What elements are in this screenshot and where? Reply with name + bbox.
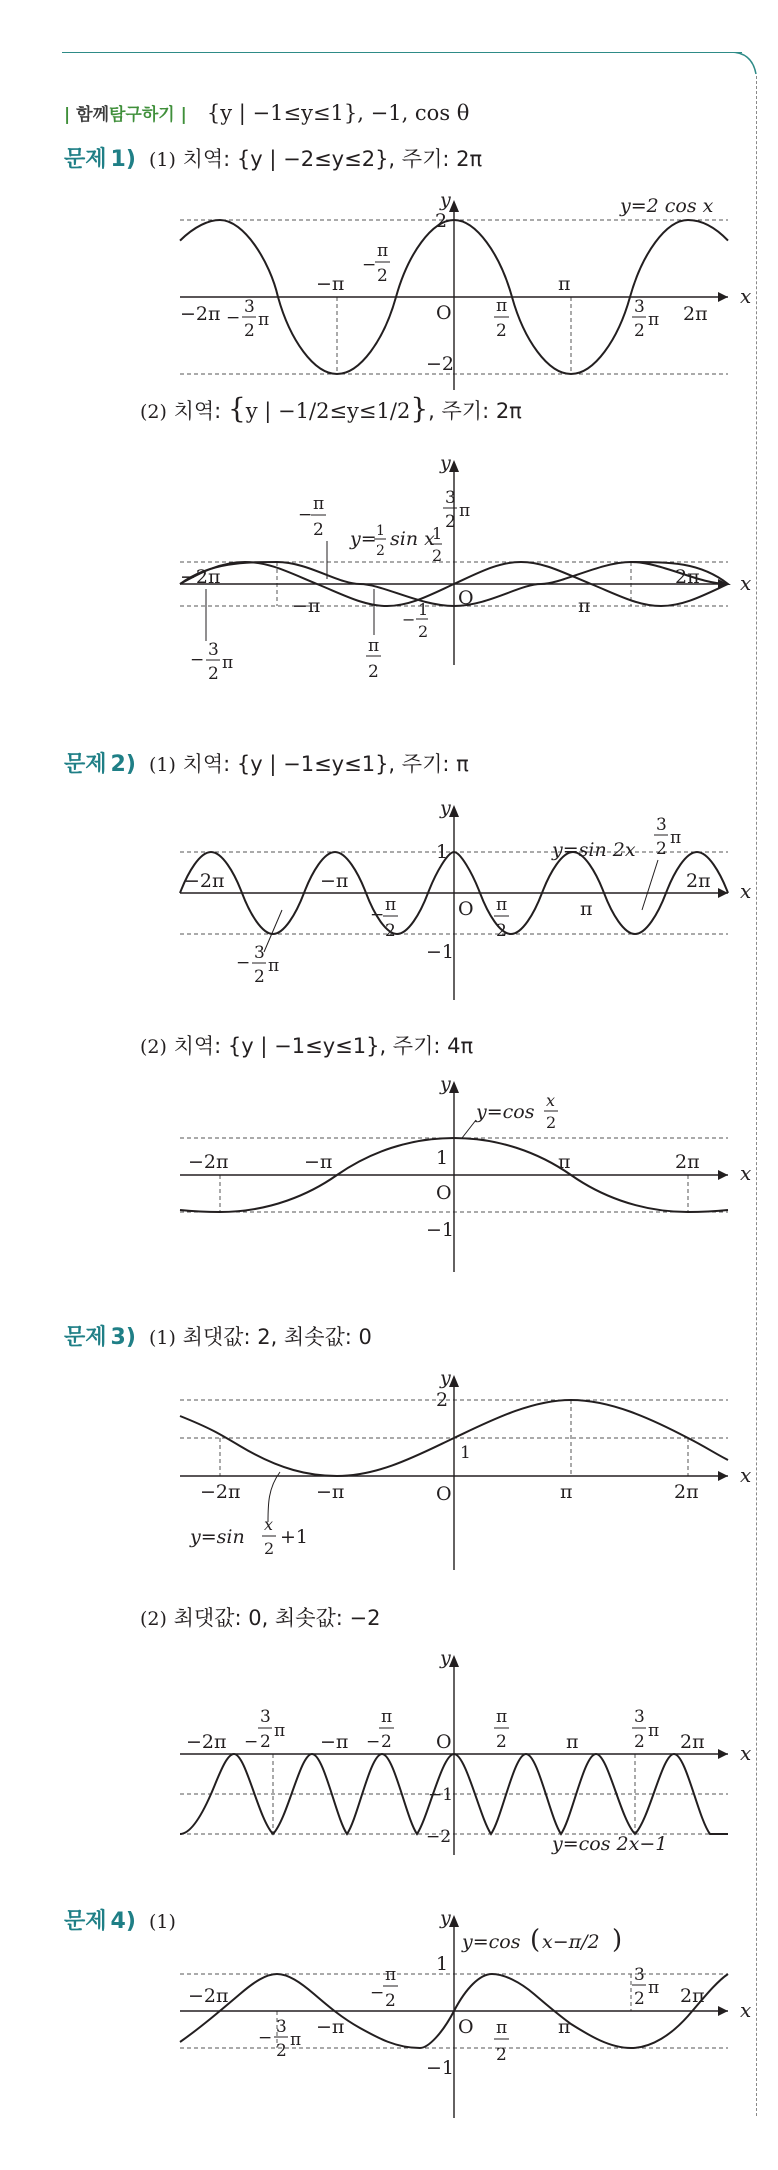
svg-text:2: 2 — [436, 1389, 449, 1411]
svg-text:π: π — [558, 1151, 571, 1173]
svg-text:3: 3 — [244, 297, 255, 317]
svg-text:−: − — [362, 255, 377, 275]
svg-text:−π: −π — [316, 2016, 345, 2038]
svg-text:3: 3 — [260, 1707, 271, 1727]
svg-text:π: π — [385, 895, 397, 915]
svg-text:sin x: sin x — [390, 528, 435, 550]
svg-text:−2π: −2π — [188, 1985, 229, 2007]
svg-text:π: π — [558, 2016, 571, 2038]
svg-text:O: O — [436, 1182, 452, 1204]
svg-text:2: 2 — [254, 967, 265, 987]
svg-text:+1: +1 — [280, 1526, 309, 1548]
svg-text:x: x — [264, 1515, 274, 1534]
svg-text:−: − — [402, 610, 416, 629]
svg-text:2: 2 — [244, 321, 255, 341]
svg-text:2: 2 — [368, 662, 379, 682]
svg-text:3: 3 — [254, 943, 265, 963]
svg-text:−: − — [190, 650, 205, 670]
svg-text:−π: −π — [304, 1151, 333, 1173]
svg-text:π: π — [496, 2018, 508, 2038]
svg-text:2: 2 — [496, 921, 507, 941]
svg-text:π: π — [258, 310, 270, 330]
svg-text:3: 3 — [656, 815, 667, 835]
svg-text:y=sin 2x: y=sin 2x — [552, 839, 636, 861]
svg-text:x: x — [740, 1463, 752, 1487]
svg-text:−2π: −2π — [200, 1481, 241, 1503]
svg-text:−: − — [366, 1732, 381, 1752]
top-rule — [62, 52, 742, 53]
svg-text:π: π — [648, 1721, 660, 1741]
tick-half-pi — [494, 296, 509, 341]
formula-label: y=2 cos x — [620, 195, 714, 217]
svg-text:1: 1 — [460, 1443, 471, 1463]
svg-text:−π: −π — [316, 1481, 345, 1503]
svg-text:−π: −π — [292, 595, 321, 617]
graph-p2-1 — [180, 797, 752, 1000]
svg-text:−1: −1 — [426, 1219, 455, 1241]
svg-text:): ) — [612, 1925, 623, 1955]
svg-text:−2π: −2π — [188, 1151, 229, 1173]
svg-text:π: π — [496, 1707, 508, 1727]
svg-text:−: − — [370, 905, 385, 925]
margin-dashed-line — [756, 76, 757, 2116]
svg-text:π: π — [648, 1978, 660, 1998]
svg-text:2: 2 — [264, 1539, 275, 1558]
svg-text:−: − — [244, 1732, 259, 1752]
p3-2-line: (2) 최댓값: 0, 최솟값: −2 — [140, 1606, 381, 1630]
graph-p3-1 — [180, 1367, 752, 1580]
svg-text:2: 2 — [260, 1732, 271, 1752]
svg-text:y=cos: y=cos — [462, 1931, 521, 1953]
svg-text:2: 2 — [385, 921, 396, 941]
svg-text:2π: 2π — [674, 1481, 699, 1503]
svg-text:3: 3 — [276, 2017, 287, 2037]
svg-text:y: y — [440, 1073, 451, 1095]
tick-neg-three-half-pi — [190, 640, 233, 684]
svg-text:3: 3 — [208, 640, 219, 660]
svg-text:y: y — [440, 1907, 451, 1929]
svg-text:−: − — [298, 505, 313, 525]
svg-text:−2π: −2π — [186, 1731, 227, 1753]
p2-2-line: (2) 치역: {y | −1≤y≤1}, 주기: 4π — [140, 1034, 474, 1058]
problem-3-heading: 문제 3) (1) 최댓값: 2, 최솟값: 0 — [64, 1325, 372, 1350]
tick-pi: π — [558, 273, 571, 295]
top-rule-curve — [730, 52, 760, 76]
graph-p2-2 — [180, 1073, 752, 1276]
svg-text:3: 3 — [634, 297, 645, 317]
formula-label — [461, 1925, 622, 1955]
svg-text:3: 3 — [634, 1707, 645, 1727]
p1-1-text: 치역: {y | −2≤y≤2}, 주기: 2π — [182, 147, 483, 171]
svg-text:1: 1 — [436, 1147, 449, 1169]
p1-2-line: (2) 치역: {y | −1/2≤y≤1/2}, 주기: 2π — [140, 392, 522, 425]
x-label: x — [740, 284, 752, 308]
svg-text:−: − — [236, 953, 251, 973]
svg-text:3: 3 — [445, 488, 456, 508]
svg-text:2: 2 — [656, 839, 667, 859]
svg-text:y=: y= — [350, 528, 377, 550]
svg-text:2: 2 — [496, 2045, 507, 2065]
graph-p1-1 — [180, 189, 752, 390]
svg-text:π: π — [313, 494, 325, 514]
svg-text:−1: −1 — [426, 2057, 455, 2079]
svg-text:−π: −π — [320, 870, 349, 892]
svg-text:1: 1 — [436, 841, 449, 863]
tick-neg-half-pi — [362, 241, 390, 286]
tick-three-half-pi — [443, 488, 470, 532]
svg-text:π: π — [670, 828, 682, 848]
svg-text:2: 2 — [496, 1732, 507, 1752]
tick-neg2pi: −2π — [180, 303, 221, 325]
graph-p1-2 — [180, 452, 752, 684]
origin-label: O — [436, 302, 452, 324]
svg-text:−1: −1 — [428, 1785, 454, 1805]
ymin-label: −2 — [426, 353, 455, 375]
y-label: y — [440, 189, 451, 211]
svg-text:2π: 2π — [680, 1731, 705, 1753]
svg-text:2: 2 — [313, 520, 324, 540]
svg-text:x: x — [740, 1741, 752, 1765]
svg-text:π: π — [578, 595, 591, 617]
svg-text:2: 2 — [634, 1989, 645, 2009]
svg-text:2: 2 — [634, 1732, 645, 1752]
svg-text:π: π — [385, 1965, 397, 1985]
svg-text:1: 1 — [418, 600, 429, 619]
svg-text:1: 1 — [376, 523, 385, 539]
svg-text:O: O — [458, 587, 474, 609]
svg-text:π: π — [648, 310, 660, 330]
svg-text:x: x — [546, 1091, 556, 1110]
svg-text:y=cos 2x−1: y=cos 2x−1 — [552, 1833, 668, 1855]
svg-text:2: 2 — [432, 546, 443, 565]
svg-text:x: x — [740, 571, 752, 595]
svg-text:x: x — [740, 1998, 752, 2022]
svg-text:y: y — [440, 452, 451, 474]
tick-2pi: 2π — [683, 303, 708, 325]
svg-text:(: ( — [530, 1925, 541, 1955]
svg-text:x: x — [740, 1161, 752, 1185]
svg-text:π: π — [459, 501, 471, 521]
svg-text:2: 2 — [276, 2041, 287, 2061]
svg-text:−: − — [370, 1983, 385, 2003]
svg-text:π: π — [496, 895, 508, 915]
svg-text:π: π — [377, 241, 389, 261]
svg-text:−2π: −2π — [180, 566, 221, 588]
tick-negpi: −π — [316, 273, 345, 295]
svg-text:y=sin: y=sin — [190, 1526, 245, 1548]
problem-4-heading: 문제 4) (1) — [64, 1909, 176, 1934]
svg-text:O: O — [458, 898, 474, 920]
svg-text:2: 2 — [634, 321, 645, 341]
formula-label — [349, 523, 435, 559]
svg-text:−π: −π — [320, 1731, 349, 1753]
svg-text:2: 2 — [377, 266, 388, 286]
explore-tag: | 함께탐구하기 | — [64, 105, 187, 125]
svg-text:π: π — [274, 1721, 286, 1741]
svg-text:2: 2 — [208, 664, 219, 684]
svg-text:y=cos: y=cos — [476, 1101, 535, 1123]
svg-text:π: π — [368, 636, 380, 656]
svg-text:−1: −1 — [426, 941, 455, 963]
ymax-label: 2 — [435, 210, 448, 232]
problem-1-heading: 문제 1) (1) 치역: {y | −2≤y≤2}, 주기: 2π — [64, 147, 483, 172]
explore-answer: {y | −1≤y≤1}, −1, cos θ — [206, 101, 470, 125]
svg-text:3: 3 — [634, 1965, 645, 1985]
tick-neg-three-half-pi — [226, 297, 269, 341]
svg-text:2π: 2π — [680, 1985, 705, 2007]
tick-half-pi — [366, 636, 381, 682]
tick-neg-half-pi — [298, 494, 326, 540]
svg-text:2π: 2π — [675, 566, 700, 588]
svg-text:−: − — [258, 2028, 273, 2048]
ymax-label — [430, 524, 442, 565]
svg-text:−2π: −2π — [184, 870, 225, 892]
svg-text:y: y — [440, 1647, 451, 1669]
svg-text:1: 1 — [436, 1953, 449, 1975]
svg-text:x: x — [740, 879, 752, 903]
explore-answer-line — [64, 100, 469, 125]
svg-text:y: y — [440, 797, 451, 819]
formula-label — [189, 1515, 308, 1558]
svg-text:π: π — [566, 1731, 579, 1753]
svg-text:2: 2 — [376, 543, 385, 559]
svg-text:2: 2 — [381, 1732, 392, 1752]
tick-three-half-pi — [632, 297, 659, 341]
svg-text:2: 2 — [385, 1991, 396, 2011]
svg-text:2: 2 — [418, 622, 429, 641]
svg-text:2: 2 — [546, 1113, 557, 1132]
svg-text:y: y — [440, 1367, 451, 1389]
svg-text:x−π/2: x−π/2 — [542, 1931, 600, 1953]
graph-p4-1 — [180, 1907, 752, 2120]
svg-text:π: π — [268, 956, 280, 976]
svg-text:−: − — [226, 308, 241, 328]
graph-p3-2 — [180, 1647, 752, 1860]
svg-text:2π: 2π — [686, 870, 711, 892]
svg-text:2: 2 — [445, 512, 456, 532]
svg-text:O: O — [436, 1483, 452, 1505]
svg-text:π: π — [290, 2030, 302, 2050]
svg-text:−2: −2 — [426, 1827, 452, 1847]
svg-text:π: π — [560, 1481, 573, 1503]
svg-text:O: O — [458, 2016, 474, 2038]
svg-text:π: π — [496, 296, 508, 316]
svg-text:π: π — [381, 1707, 393, 1727]
svg-text:1: 1 — [432, 524, 443, 543]
problem-2-heading: 문제 2) (1) 치역: {y | −1≤y≤1}, 주기: π — [64, 752, 469, 777]
svg-text:2π: 2π — [675, 1151, 700, 1173]
svg-text:π: π — [222, 653, 234, 673]
svg-text:π: π — [580, 898, 593, 920]
p1-2-range: y | −1/2≤y≤1/2 — [245, 399, 411, 423]
svg-text:2: 2 — [496, 321, 507, 341]
svg-text:O: O — [436, 1731, 452, 1753]
